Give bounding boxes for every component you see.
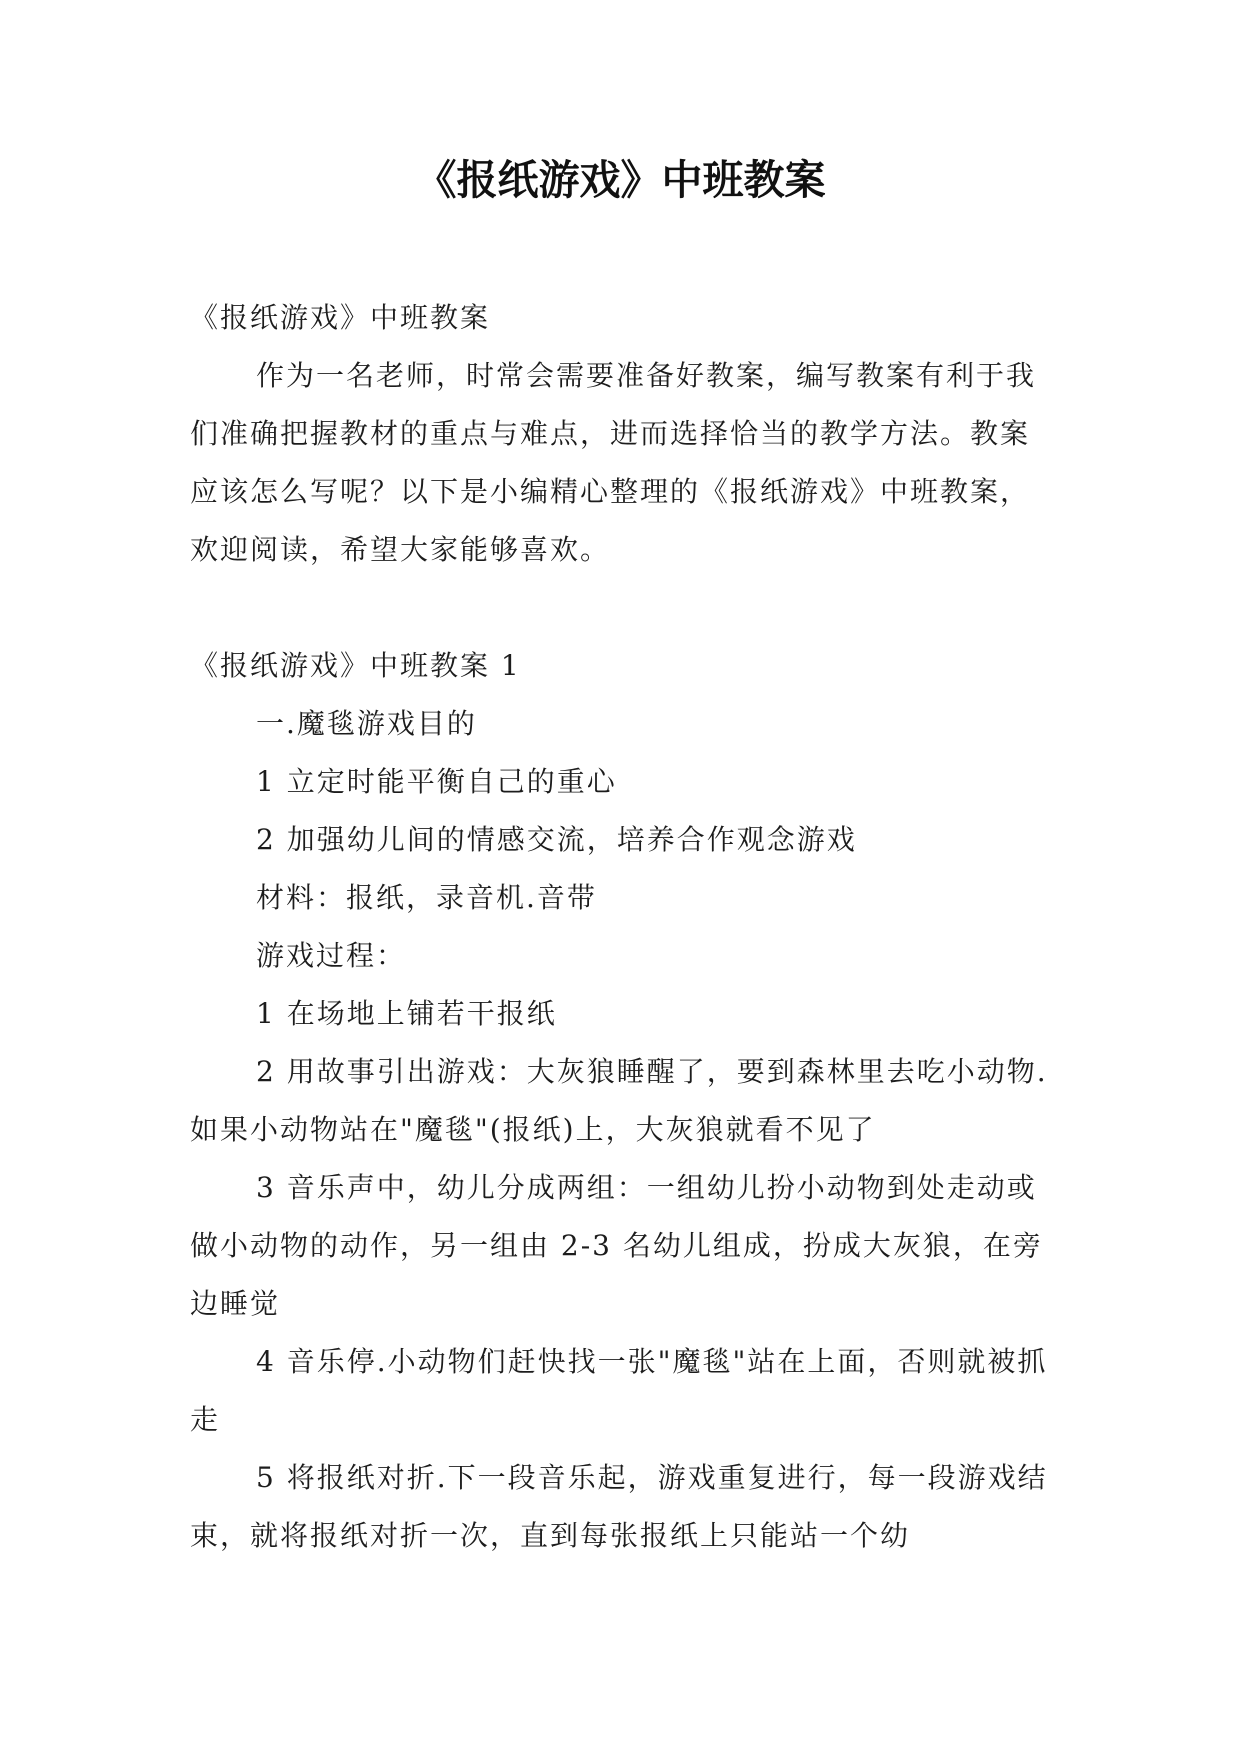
paragraph-spacer [190,579,1056,637]
section-heading-intro: 《报纸游戏》中班教案 [190,301,491,334]
process-step-4: 4 音乐停.小动物们赶快找一张"魔毯"站在上面，否则就被抓走 [190,1345,1048,1436]
process-step-2: 2 用故事引出游戏：大灰狼睡醒了，要到森林里去吃小动物.如果小动物站在"魔毯"(报纸)上，大灰狼就看不见了 [190,1055,1048,1146]
game-purpose-heading: 一.魔毯游戏目的 [256,707,477,740]
purpose-item-2: 2 加强幼儿间的情感交流，培养合作观念游戏 [256,823,857,856]
process-heading: 游戏过程： [256,939,407,972]
materials-line: 材料：报纸，录音机.音带 [256,881,597,914]
section-heading-1: 《报纸游戏》中班教案 1 [190,649,521,682]
process-step-3: 3 音乐声中，幼儿分成两组：一组幼儿扮小动物到处走动或做小动物的动作，另一组由 2-3 名幼儿组成，扮成大灰狼，在旁边睡觉 [190,1171,1043,1320]
process-step-5: 5 将报纸对折.下一段音乐起，游戏重复进行，每一段游戏结束，就将报纸对折一次，直到每张报纸上只能站一个幼 [190,1461,1048,1552]
process-step-1: 1 在场地上铺若干报纸 [256,997,557,1030]
document-body [190,289,1056,1565]
document-title: 《报纸游戏》中班教案 [415,156,826,204]
purpose-item-1: 1 立定时能平衡自己的重心 [256,765,617,798]
intro-paragraph: 作为一名老师，时常会需要准备好教案，编写教案有利于我们准确把握教材的重点与难点，进而选择恰当的教学方法。教案应该怎么写呢？以下是小编精心整理的《报纸游戏》中班教案，欢迎阅读，希望大家能够喜欢。 [190,359,1037,566]
